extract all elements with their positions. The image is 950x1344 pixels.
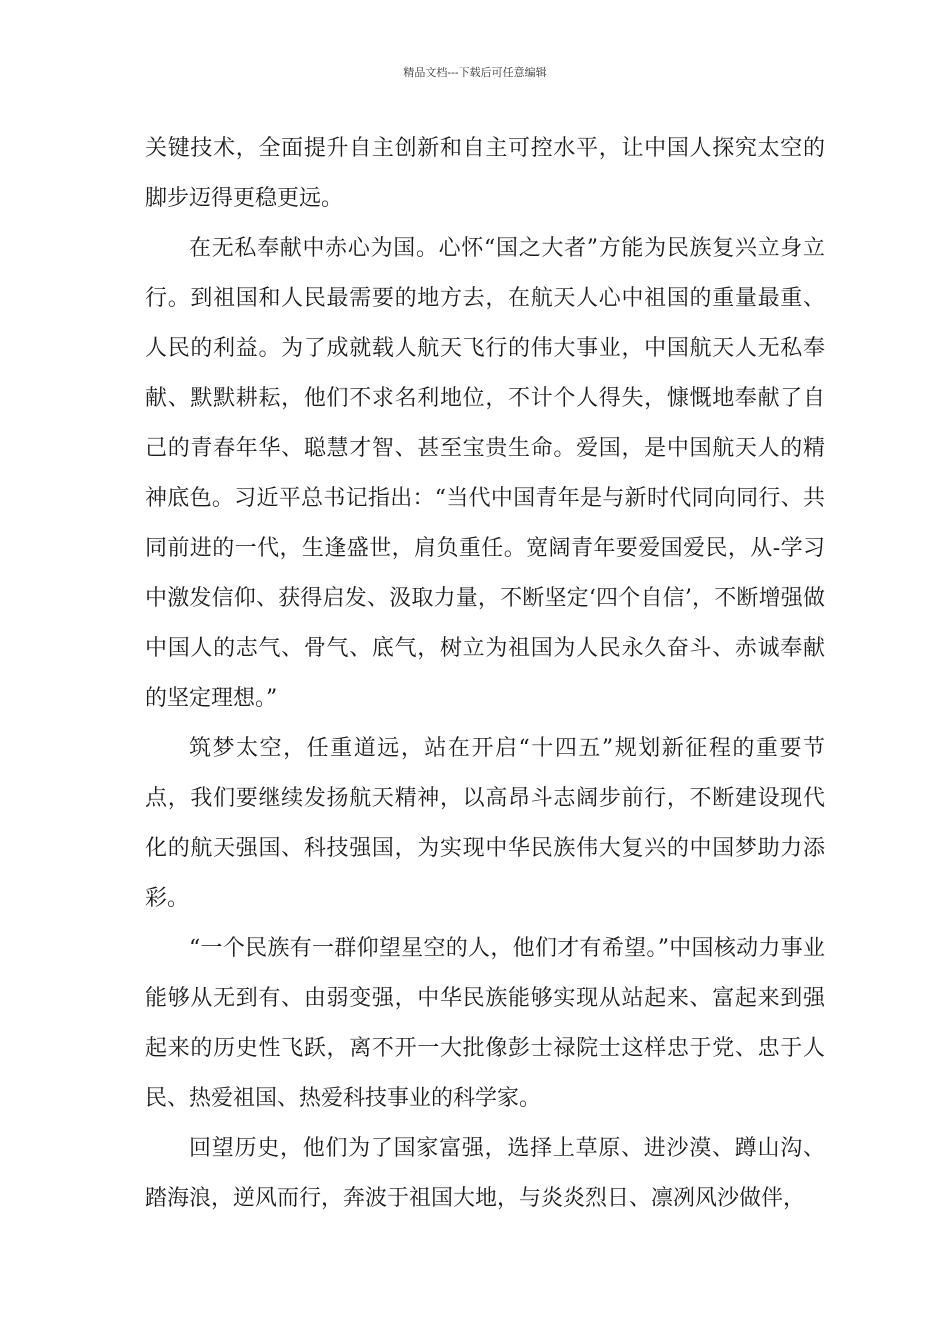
paragraph-5: 回望历史，他们为了国家富强，选择上草原、进沙漠、蹲山沟、踏海浪，逆风而行，奔波于祖国大地，与炎炎烈日、凛冽风沙做伴， — [145, 1136, 825, 1211]
paragraph-2: 在无私奉献中赤心为国。心怀“国之大者”方能为民族复兴立身立行。到祖国和人民最需要的地方去，在航天人心中祖国的重量最重、人民的利益。为了成就载人航天飞行的伟大事业，中国航天人无私奉献、默默耕耘，他们不求名利地位，不计个人得失，慷慨地奉献了自己的青春年华、聪慧才智、甚至宝贵生命。爱国，是中国航天人的精神底色。习近平总书记指出：“当代中国青年是与新时代同向同行、共同前进的一代，生逢盛世，肩负重任。宽阔青年要爱国爱民，从-学习中激发信仰、获得启发、汲取力量，不断坚定‘四个自信’，不断增强做中国人的志气、骨气、底气，树立为祖国为人民永久奋斗、赤诚奉献的坚定理想。” — [145, 236, 825, 711]
paragraph-3: 筑梦太空，任重道远，站在开启“十四五”规划新征程的重要节点，我们要继续发扬航天精神，以高昂斗志阔步前行，不断建设现代化的航天强国、科技强国，为实现中华民族伟大复兴的中国梦助力添彩。 — [145, 736, 825, 911]
page-header: 精品文档---下载后可任意编辑 — [403, 66, 547, 79]
paragraph-1: 关键技术，全面提升自主创新和自主可控水平，让中国人探究太空的脚步迈得更稳更远。 — [145, 136, 825, 211]
paragraph-4: “一个民族有一群仰望星空的人，他们才有希望。”中国核动力事业能够从无到有、由弱变强，中华民族能够实现从站起来、富起来到强起来的历史性飞跃，离不开一大批像彭士禄院士这样忠于党、忠于人民、热爱祖国、热爱科技事业的科学家。 — [145, 936, 825, 1111]
document-body — [145, 124, 825, 1224]
